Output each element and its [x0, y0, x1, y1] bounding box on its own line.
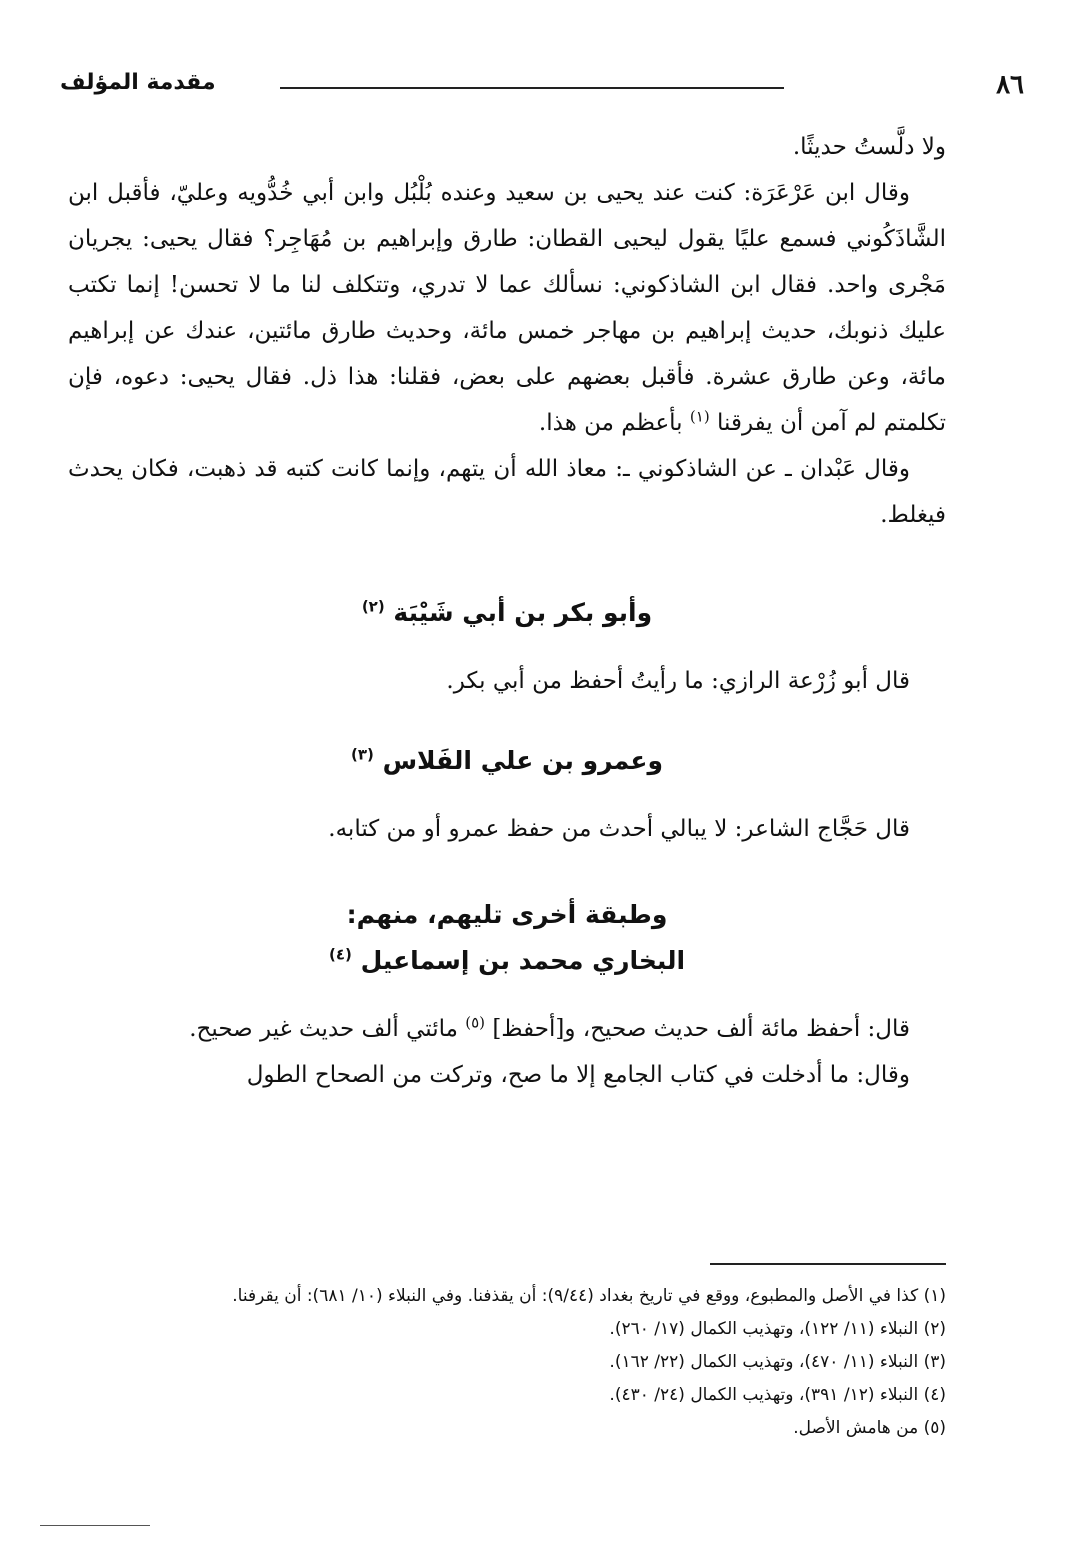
running-head: مقدمة المؤلف	[60, 70, 216, 95]
paragraph-6	[68, 1006, 946, 1052]
footnote-ref-5: (٥)	[465, 1013, 486, 1032]
section-heading-bukhari	[68, 938, 946, 984]
paragraph-5: قال حَجَّاج الشاعر: لا يبالي أحدث من حفظ عمرو أو من كتابه.	[328, 816, 910, 842]
page-number: ٨٦	[996, 70, 1024, 100]
footnote-3: (٣) النبلاء (١١/ ٤٧٠)، وتهذيب الكمال (٢٢/ ١٦٢).	[609, 1352, 946, 1372]
heading-1-text: وأبو بكر بن أبي شَيْبَة	[393, 598, 653, 627]
paragraph-2-end: بأعظم من هذا.	[538, 410, 683, 436]
footnote-ref-4: (٤)	[328, 945, 352, 964]
bottom-scan-mark	[40, 1525, 150, 1526]
header-rule	[280, 87, 784, 89]
footnote-1: (١) كذا في الأصل والمطبوع، ووقع في تاريخ بغداد (٩/٤٤): أن يقذفنا. وفي النبلاء (١٠/ ٦٨١): أن يقرفنا.	[232, 1286, 946, 1306]
spacer	[68, 852, 946, 892]
section-heading-abu-bakr	[68, 590, 946, 636]
paragraph-3: وقال عَبْدان ـ عن الشاذكوني ـ: معاذ الله أن يتهم، وإنما كانت كتبه قد ذهبت، فكان يحدث فيغلط.	[68, 456, 946, 528]
footnote-4: (٤) النبلاء (١٢/ ٣٩١)، وتهذيب الكمال (٢٤/ ٤٣٠).	[609, 1385, 946, 1405]
page-header	[60, 70, 1024, 110]
spacer	[68, 784, 946, 806]
footnote-2: (٢) النبلاء (١١/ ١٢٢)، وتهذيب الكمال (١٧/ ٢٦٠).	[609, 1319, 946, 1339]
paragraph-2-text: وقال ابن عَرْعَرَة: كنت عند يحيى بن سعيد وعنده بُلْبُل وابن أبي خُدُّويه وعليّ، فأقبل ابن الشَّاذَكُوني فسمع عليًا يقول ليحيى القطان: طارق وإبراهيم بن مُهَاجِر؟ فقال يحيى: يجريان مَجْرى واحد. فقال ابن الشاذكوني: نسألك عما لا تدري، وتتكلف لنا ما لا تحسن! إنما تكتب عليك ذنوبك، حديث إبراهيم بن مهاجر خمس مائة، وحديث طارق مائتين، عندك عن إبراهيم مائة، وعن طارق عشرة. فأقبل بعضهم على بعض، فقلنا: هذا ذل. فقال يحيى: دعوه، فإن تكلمتم لم آمن أن يفرقنا	[68, 180, 946, 436]
section-heading-amr	[68, 738, 946, 784]
paragraph-4: قال أبو زُرْعة الرازي: ما رأيتُ أحفظ من أبي بكر.	[446, 668, 910, 694]
section-heading-next-class: وطبقة أخرى تليهم، منهم:	[346, 900, 668, 929]
footnote-rule	[710, 1263, 946, 1265]
paragraph-1: ولا دلَّستُ حديثًا.	[792, 134, 946, 160]
footnotes	[80, 1280, 946, 1445]
spacer	[68, 636, 946, 658]
heading-2-text: وعمرو بن علي الفَلاس	[382, 746, 664, 775]
footnote-ref-3: (٣)	[350, 745, 374, 764]
footnote-5: (٥) من هامش الأصل.	[793, 1418, 946, 1438]
spacer	[68, 538, 946, 590]
paragraph-6-end: مائتي ألف حديث غير صحيح.	[189, 1016, 458, 1042]
spacer	[68, 984, 946, 1006]
footnote-ref-2: (٢)	[361, 597, 385, 616]
paragraph-6-start: قال: أحفظ مائة ألف حديث صحيح، و[أحفظ]	[492, 1016, 910, 1042]
heading-3-text: البخاري محمد بن إسماعيل	[360, 946, 686, 975]
spacer	[68, 704, 946, 738]
paragraph-7: وقال: ما أدخلت في كتاب الجامع إلا ما صح، وتركت من الصحاح الطول	[246, 1062, 910, 1088]
main-text	[68, 124, 946, 1098]
paragraph-2	[68, 170, 946, 446]
footnote-ref-1: (١)	[689, 407, 710, 426]
